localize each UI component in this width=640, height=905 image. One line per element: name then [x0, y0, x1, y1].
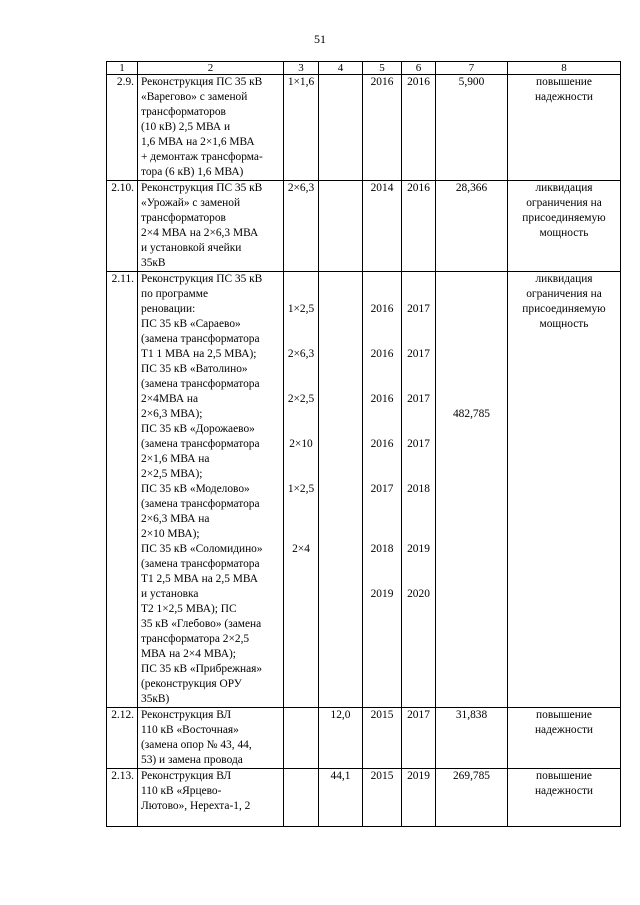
- table-row: [107, 181, 621, 272]
- header-row: [107, 62, 621, 75]
- capacity-item: 2×10: [289, 438, 313, 450]
- row-capacity-list: [284, 272, 319, 708]
- row-start-year: 2014: [363, 181, 402, 272]
- capacity-item: 2×6,3: [287, 348, 315, 360]
- row-end-year: 2016: [402, 181, 436, 272]
- capacity-item: 1×2,5: [287, 303, 315, 315]
- col-header-1: 1: [107, 62, 138, 75]
- row-start-year: 2015: [363, 708, 402, 769]
- col-header-8: 8: [508, 62, 621, 75]
- start-year-item: 2016: [370, 393, 394, 405]
- end-year-item: 2017: [407, 348, 430, 360]
- row-start-year: 2016: [363, 75, 402, 181]
- start-year-item: 2017: [370, 483, 394, 495]
- table-row: [107, 769, 621, 827]
- row-number: 2.12.: [107, 708, 138, 769]
- row-end-year-list: [402, 272, 436, 708]
- row-description: Реконструкция ВЛ 110 кВ «Восточная» (замена опор № 43, 44, 53) и замена провода: [138, 708, 284, 769]
- row-purpose: ликвидация ограничения на присоединяемую мощность: [508, 181, 621, 272]
- row-length: 12,0: [319, 708, 363, 769]
- row-length: [319, 181, 363, 272]
- start-year-item: 2018: [370, 543, 394, 555]
- row-cost: 31,838: [436, 708, 508, 769]
- row-cost: 28,366: [436, 181, 508, 272]
- col-header-3: 3: [284, 62, 319, 75]
- row-length: [319, 272, 363, 708]
- row-purpose: ликвидация ограничения на присоединяемую мощность: [508, 272, 621, 708]
- row-start-year-list: [363, 272, 402, 708]
- start-year-item: 2016: [370, 438, 394, 450]
- table-row: [107, 75, 621, 181]
- row-capacity: 2×6,3: [284, 181, 319, 272]
- row-capacity: [284, 708, 319, 769]
- row-description: Реконструкция ПС 35 кВ «Урожай» с заменой трансформаторов 2×4 МВА на 2×6,3 МВА и установкой ячейки 35кВ: [138, 181, 284, 272]
- end-year-item: 2019: [407, 543, 430, 555]
- end-year-item: 2020: [407, 588, 430, 600]
- col-header-5: 5: [363, 62, 402, 75]
- row-length: 44,1: [319, 769, 363, 827]
- row-capacity: 1×1,6: [284, 75, 319, 181]
- start-year-item: 2016: [370, 348, 394, 360]
- end-year-item: 2017: [407, 393, 430, 405]
- table-row: [107, 708, 621, 769]
- row-length: [319, 75, 363, 181]
- start-year-item: 2019: [370, 588, 394, 600]
- end-year-item: 2017: [407, 438, 430, 450]
- end-year-item: 2017: [407, 303, 430, 315]
- row-capacity: [284, 769, 319, 827]
- row-number: 2.11.: [107, 272, 138, 708]
- row-end-year: 2019: [402, 769, 436, 827]
- row-number: 2.10.: [107, 181, 138, 272]
- row-description: Реконструкция ВЛ 110 кВ «Ярцево- Лютово», Нерехта-1, 2: [138, 769, 284, 827]
- row-description: Реконструкция ПС 35 кВ по программе реновации: ПС 35 кВ «Сараево» (замена трансформатора Т1 1 МВА на 2,5 МВА); ПС 35 кВ «Ватолино» (замена трансформатора 2×4МВА на 2×6,3 МВА); ПС 35 кВ «Дорожаево» (замена трансформатора 2×1,6 МВА на 2×2,5 МВА); ПС 35 кВ «Моделово» (замена трансформатора 2×6,3 МВА на 2×10 МВА); ПС 35 кВ «Соломидино» (замена трансформатора Т1 2,5 МВА на 2,5 МВА и установка Т2 1×2,5 МВА); ПС 35 кВ «Глебово» (замена трансформатора 2×2,5 МВА на 2×4 МВА); ПС 35 кВ «Прибрежная» (реконструкция ОРУ 35кВ): [138, 272, 284, 708]
- cost-value: 482,785: [452, 408, 491, 420]
- row-number: 2.9.: [107, 75, 138, 181]
- page-number: 51: [314, 32, 326, 46]
- col-header-2: 2: [138, 62, 284, 75]
- col-header-7: 7: [436, 62, 508, 75]
- capacity-item: 2×4: [292, 543, 310, 555]
- row-purpose: повышение надежности: [508, 75, 621, 181]
- col-header-6: 6: [402, 62, 436, 75]
- row-number: 2.13.: [107, 769, 138, 827]
- capacity-item: 1×2,5: [287, 483, 315, 495]
- table-row: [107, 272, 621, 708]
- investment-table: [106, 61, 621, 827]
- row-end-year: 2017: [402, 708, 436, 769]
- row-cost: [436, 272, 508, 708]
- row-cost: 269,785: [436, 769, 508, 827]
- row-cost: 5,900: [436, 75, 508, 181]
- col-header-4: 4: [319, 62, 363, 75]
- start-year-item: 2016: [370, 303, 394, 315]
- row-end-year: 2016: [402, 75, 436, 181]
- row-purpose: повышение надежности: [508, 708, 621, 769]
- end-year-item: 2018: [407, 483, 430, 495]
- row-purpose: повышение надежности: [508, 769, 621, 827]
- capacity-item: 2×2,5: [287, 393, 315, 405]
- row-start-year: 2015: [363, 769, 402, 827]
- row-description: Реконструкция ПС 35 кВ «Варегово» с заменой трансформаторов (10 кВ) 2,5 МВА и 1,6 МВА на 2×1,6 МВА + демонтаж трансформа- тора (6 кВ) 1,6 МВА): [138, 75, 284, 181]
